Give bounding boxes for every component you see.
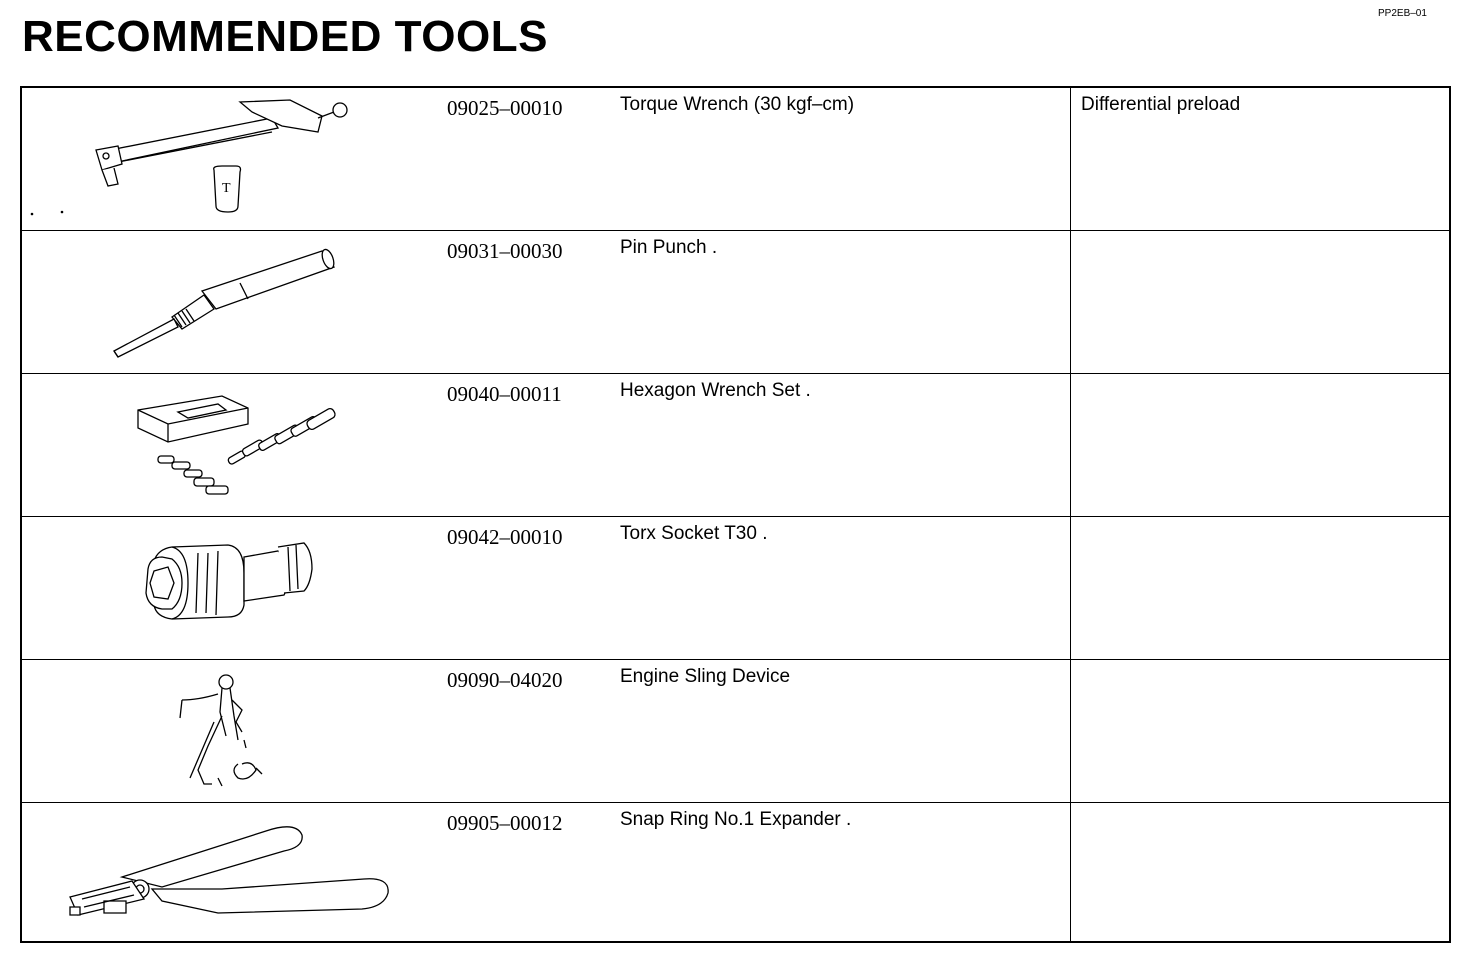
note-cell: [1070, 660, 1451, 802]
note-cell: [1070, 231, 1451, 373]
part-number: 09905–00012: [447, 811, 563, 835]
part-number: 09040–00011: [447, 382, 562, 406]
tool-name: Snap Ring No.1 Expander .: [620, 809, 852, 830]
svg-text:T: T: [222, 181, 231, 196]
tool-name: Torx Socket T30 .: [620, 523, 768, 544]
tool-illustration: [22, 803, 442, 943]
tool-illustration: [22, 660, 442, 802]
snap-ring-expander-icon: [22, 803, 442, 943]
pin-punch-icon: [22, 231, 442, 371]
torque-wrench-icon: [22, 88, 442, 228]
tool-name: Torque Wrench (30 kgf–cm): [620, 94, 855, 115]
part-number: 09025–00010: [447, 96, 563, 120]
tool-row: [22, 660, 1449, 803]
tool-row: [22, 88, 1449, 231]
part-number: 09090–04020: [447, 668, 563, 692]
tool-illustration: [22, 517, 442, 659]
torx-socket-icon: [22, 517, 442, 657]
tool-note: Differential preload: [1081, 94, 1241, 115]
tool-name: Hexagon Wrench Set .: [620, 380, 811, 401]
note-cell: [1070, 374, 1451, 516]
tool-row: [22, 231, 1449, 374]
tool-row: [22, 803, 1449, 943]
tool-illustration: [22, 374, 442, 516]
note-cell: [1070, 517, 1451, 659]
tools-table: [20, 86, 1451, 943]
note-cell: [1070, 88, 1451, 230]
tool-illustration: [22, 88, 442, 230]
page-title: RECOMMENDED TOOLS: [22, 12, 548, 61]
part-number: 09031–00030: [447, 239, 563, 263]
hexagon-wrench-set-icon: [22, 374, 442, 514]
tool-illustration: [22, 231, 442, 373]
tool-name: Pin Punch .: [620, 237, 718, 258]
tool-name: Engine Sling Device: [620, 666, 791, 687]
tool-row: [22, 517, 1449, 660]
tool-row: [22, 374, 1449, 517]
page-code: PP2EB–01: [1378, 8, 1427, 19]
part-number: 09042–00010: [447, 525, 563, 549]
note-cell: [1070, 803, 1451, 943]
engine-sling-icon: [22, 660, 442, 800]
